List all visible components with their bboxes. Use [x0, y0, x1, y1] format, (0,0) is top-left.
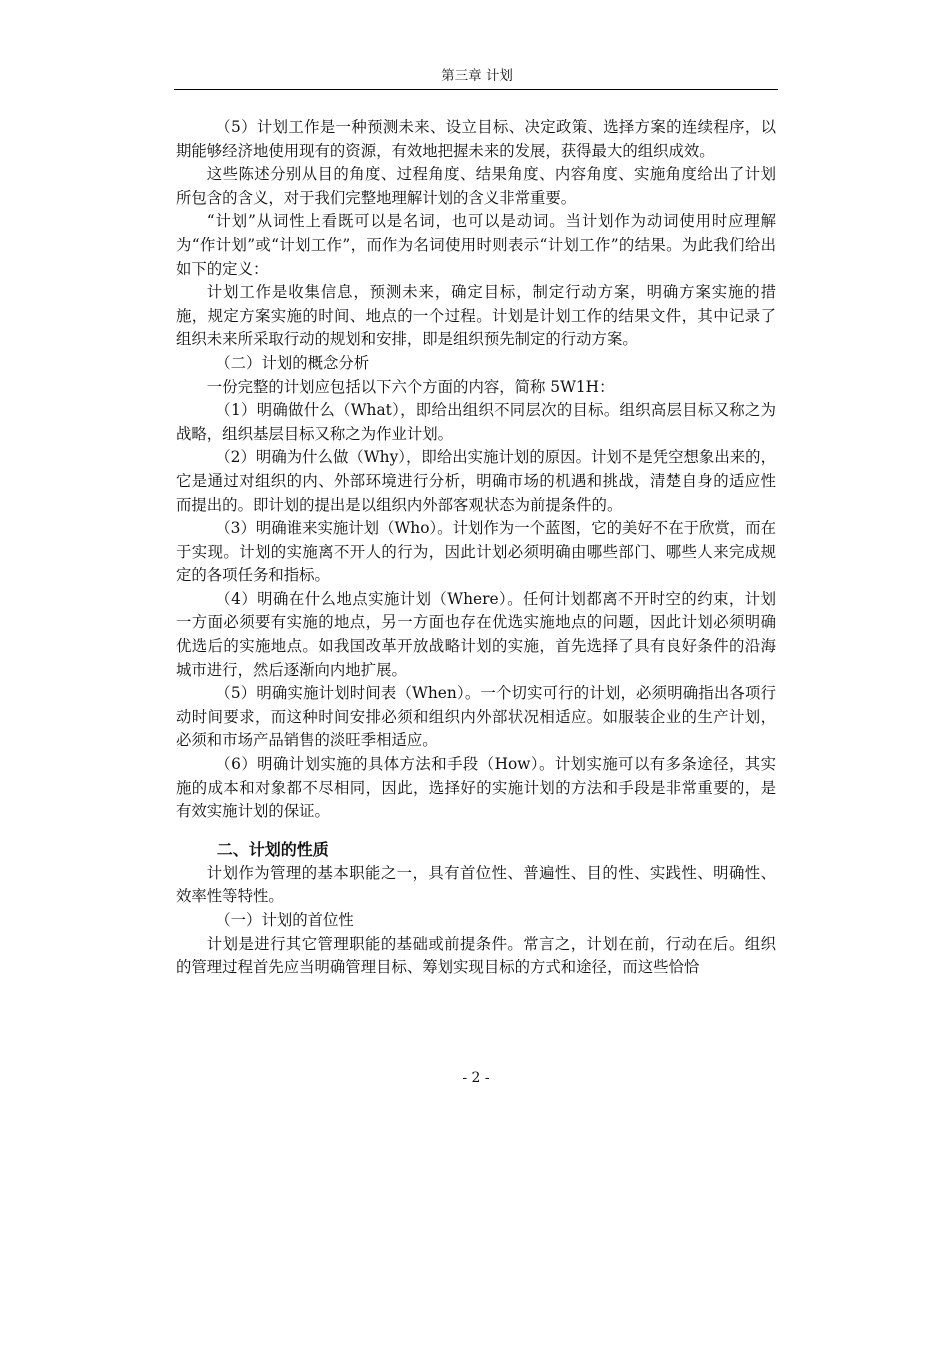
- section-title: 二、计划的性质: [216, 839, 329, 859]
- list-item: （1）明确做什么（What），即给出组织不同层次的目标。组织高层目标又称之为战略，组织基层目标又称之为作业计划。: [176, 401, 776, 443]
- body-text: [176, 116, 776, 980]
- header-rule: [174, 89, 778, 90]
- paragraph: 计划工作是收集信息，预测未来，确定目标，制定行动方案，明确方案实施的措施，规定方案实施的时间、地点的一个过程。计划是计划工作的结果文件，其中记录了组织未来所采取行动的规划和安排，即是组织预先制定的行动方案。: [176, 283, 776, 349]
- paragraph: （5）计划工作是一种预测未来、设立目标、决定政策、选择方案的连续程序，以期能够经济地使用现有的资源，有效地把握未来的发展，获得最大的组织成效。: [176, 118, 776, 160]
- subheading: （一）计划的首位性: [215, 911, 354, 929]
- list-item: （2）明确为什么做（Why），即给出实施计划的原因。计划不是凭空想象出来的，它是通过对组织的内、外部环境进行分析，明确市场的机遇和挑战，清楚自身的适应性而提出的。即计划的提出是以组织内外部客观状态为前提条件的。: [176, 448, 776, 514]
- list-item: （3）明确谁来实施计划（Who）。计划作为一个蓝图，它的美好不在于欣赏，而在于实现。计划的实施离不开人的行为，因此计划必须明确由哪些部门、哪些人来完成规定的各项任务和指标。: [176, 519, 776, 585]
- list-item: （6）明确计划实施的具体方法和手段（How）。计划实施可以有多条途径，其实施的成本和对象都不尽相同，因此，选择好的实施计划的方法和手段是非常重要的，是有效实施计划的保证。: [176, 755, 776, 821]
- subheading: （二）计划的概念分析: [215, 353, 370, 372]
- list-item: （5）明确实施计划时间表（When）。一个切实可行的计划，必须明确指出各项行动时间要求，而这种时间安排必须和组织内外部状况相适应。如服装企业的生产计划，必须和市场产品销售的淡旺季相适应。: [176, 684, 776, 750]
- paragraph: 计划作为管理的基本职能之一，具有首位性、普遍性、目的性、实践性、明确性、效率性等特性。: [176, 863, 776, 906]
- paragraph: 一份完整的计划应包括以下六个方面的内容，简称 5W1H：: [206, 377, 615, 396]
- paragraph: “计划”从词性上看既可以是名词，也可以是动词。当计划作为动词使用时应理解为“作计划”或“计划工作”，而作为名词使用时则表示“计划工作”的结果。为此我们给出如下的定义：: [176, 212, 776, 278]
- list-item: （4）明确在什么地点实施计划（Where）。任何计划都离不开时空的约束，计划一方面必须要有实施的地点，另一方面也存在优选实施地点的问题，因此计划必须明确优选后的实施地点。如我国改革开放战略计划的实施，首先选择了具有良好条件的沿海城市进行，然后逐渐向内地扩展。: [176, 589, 776, 679]
- page-number: - 2 -: [462, 1070, 490, 1086]
- running-header: 第三章 计划: [441, 68, 513, 84]
- paragraph: 计划是进行其它管理职能的基础或前提条件。常言之，计划在前，行动在后。组织的管理过程首先应当明确管理目标、筹划实现目标的方式和途径，而这些恰恰: [176, 934, 776, 977]
- paragraph: 这些陈述分别从目的角度、过程角度、结果角度、内容角度、实施角度给出了计划所包含的含义，对于我们完整地理解计划的含义非常重要。: [176, 165, 776, 207]
